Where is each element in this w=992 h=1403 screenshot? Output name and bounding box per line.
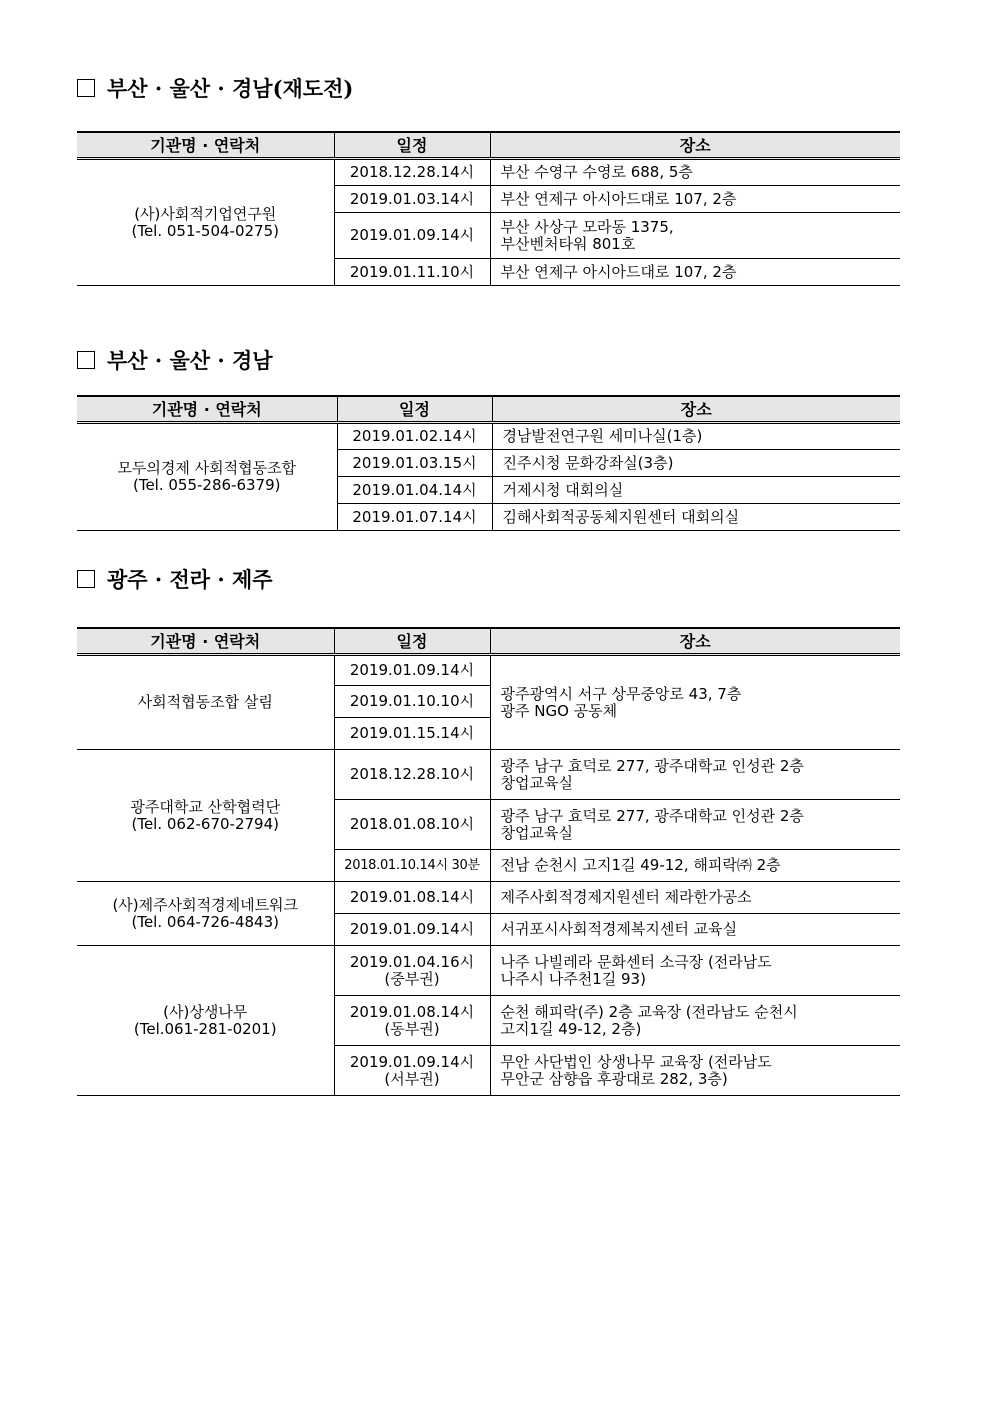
place-cell: 광주 남구 효덕로 277, 광주대학교 인성관 2층 창업교육실 — [490, 800, 900, 850]
org-cell — [77, 882, 334, 946]
table-row — [77, 750, 900, 800]
place-cell: 부산 사상구 모라동 1375, 부산벤처타워 801호 — [490, 213, 900, 259]
place-cell: 나주 나빌레라 문화센터 소극장 (전라남도 나주시 나주천1길 93) — [490, 946, 900, 996]
date-cell: 2019.01.09.14시 — [334, 914, 490, 946]
place-cell: 부산 수영구 수영로 688, 5층 — [490, 159, 900, 186]
place-cell: 부산 연제구 아시아드대로 107, 2층 — [490, 259, 900, 286]
table-row — [77, 655, 900, 686]
org-name: 광주대학교 산학협력단 — [130, 797, 281, 816]
section-title — [77, 564, 900, 594]
date-cell: 2019.01.04.16시 (중부권) — [334, 946, 490, 996]
header-org: 기관명 · 연락처 — [77, 396, 337, 423]
date-cell: 2018.12.28.14시 — [334, 159, 490, 186]
place-cell: 무안 사단법인 상생나무 교육장 (전라남도 무안군 삼향읍 후광대로 282, 3층) — [490, 1046, 900, 1096]
org-name: 모두의경제 사회적협동조합 — [117, 459, 297, 477]
table-row — [77, 159, 900, 186]
org-cell — [77, 423, 337, 531]
date-cell: 2019.01.08.14시 — [334, 882, 490, 914]
date-cell: 2019.01.11.10시 — [334, 259, 490, 286]
header-place: 장소 — [492, 396, 900, 423]
org-name: (사)상생나무 — [163, 1002, 248, 1021]
place-cell: 순천 해피락(주) 2층 교육장 (전라남도 순천시 고지1길 49-12, 2층) — [490, 996, 900, 1046]
header-place: 장소 — [490, 132, 900, 159]
table-header — [77, 628, 900, 655]
date-cell: 2019.01.04.14시 — [337, 477, 492, 504]
date-cell: 2019.01.10.10시 — [334, 686, 490, 718]
section-title-text: 부산 · 울산 · 경남 — [107, 348, 273, 373]
date-cell: 2019.01.03.15시 — [337, 450, 492, 477]
header-date: 일정 — [334, 628, 490, 655]
org-tel: (Tel.061-281-0201) — [133, 1019, 277, 1038]
header-place: 장소 — [490, 628, 900, 655]
date-cell: 2019.01.15.14시 — [334, 718, 490, 750]
org-tel: (Tel. 051-504-0275) — [131, 221, 279, 240]
header-date: 일정 — [337, 396, 492, 423]
table-row — [77, 423, 900, 450]
org-name: (사)제주사회적경제네트워크 — [112, 895, 299, 914]
checkbox-square-icon — [77, 570, 95, 588]
place-cell: 전남 순천시 고지1길 49-12, 해피락㈜ 2층 — [490, 850, 900, 882]
section-title — [77, 73, 900, 103]
org-tel: (Tel. 064-726-4843) — [131, 912, 279, 931]
date-cell: 2019.01.09.14시 — [334, 655, 490, 686]
date-cell: 2019.01.02.14시 — [337, 423, 492, 450]
header-date: 일정 — [334, 132, 490, 159]
place-cell: 거제시청 대회의실 — [492, 477, 900, 504]
place-cell: 서귀포시사회적경제복지센터 교육실 — [490, 914, 900, 946]
section-gwangju — [77, 564, 900, 1096]
place-cell: 경남발전연구원 세미나실(1층) — [492, 423, 900, 450]
org-name: (사)사회적기업연구원 — [134, 204, 277, 223]
table-header — [77, 132, 900, 159]
org-tel: (Tel. 055-286-6379) — [132, 476, 281, 494]
date-cell: 2019.01.09.14시 — [334, 213, 490, 259]
place-cell: 광주 남구 효덕로 277, 광주대학교 인성관 2층 창업교육실 — [490, 750, 900, 800]
schedule-table — [77, 131, 900, 286]
org-cell — [77, 750, 334, 882]
section-title-text: 광주 · 전라 · 제주 — [107, 567, 273, 592]
checkbox-square-icon — [77, 79, 95, 97]
section-title-text: 부산 · 울산 · 경남(재도전) — [107, 76, 354, 101]
date-cell: 2019.01.07.14시 — [337, 504, 492, 531]
place-cell: 김해사회적공동체지원센터 대회의실 — [492, 504, 900, 531]
org-cell: 사회적협동조합 살림 — [77, 655, 334, 750]
place-cell: 진주시청 문화강좌실(3층) — [492, 450, 900, 477]
checkbox-square-icon — [77, 351, 95, 369]
date-cell: 2019.01.03.14시 — [334, 186, 490, 213]
schedule-table — [77, 627, 900, 1096]
header-org: 기관명 · 연락처 — [77, 132, 334, 159]
date-cell: 2018.12.28.10시 — [334, 750, 490, 800]
table-row — [77, 882, 900, 914]
org-cell — [77, 946, 334, 1096]
place-cell: 제주사회적경제지원센터 제라한가공소 — [490, 882, 900, 914]
schedule-table — [77, 395, 900, 531]
section-busan — [77, 345, 900, 531]
section-busan-retry — [77, 73, 900, 286]
header-org: 기관명 · 연락처 — [77, 628, 334, 655]
date-cell: 2018.01.10.14시 30분 — [334, 850, 490, 882]
date-cell: 2019.01.09.14시 (서부권) — [334, 1046, 490, 1096]
table-row — [77, 946, 900, 996]
date-cell: 2019.01.08.14시 (동부권) — [334, 996, 490, 1046]
org-cell — [77, 159, 334, 286]
org-tel: (Tel. 062-670-2794) — [131, 814, 279, 833]
table-header — [77, 396, 900, 423]
place-cell: 부산 연제구 아시아드대로 107, 2층 — [490, 186, 900, 213]
place-cell: 광주광역시 서구 상무중앙로 43, 7층 광주 NGO 공동체 — [490, 655, 900, 750]
section-title — [77, 345, 900, 375]
date-cell: 2018.01.08.10시 — [334, 800, 490, 850]
